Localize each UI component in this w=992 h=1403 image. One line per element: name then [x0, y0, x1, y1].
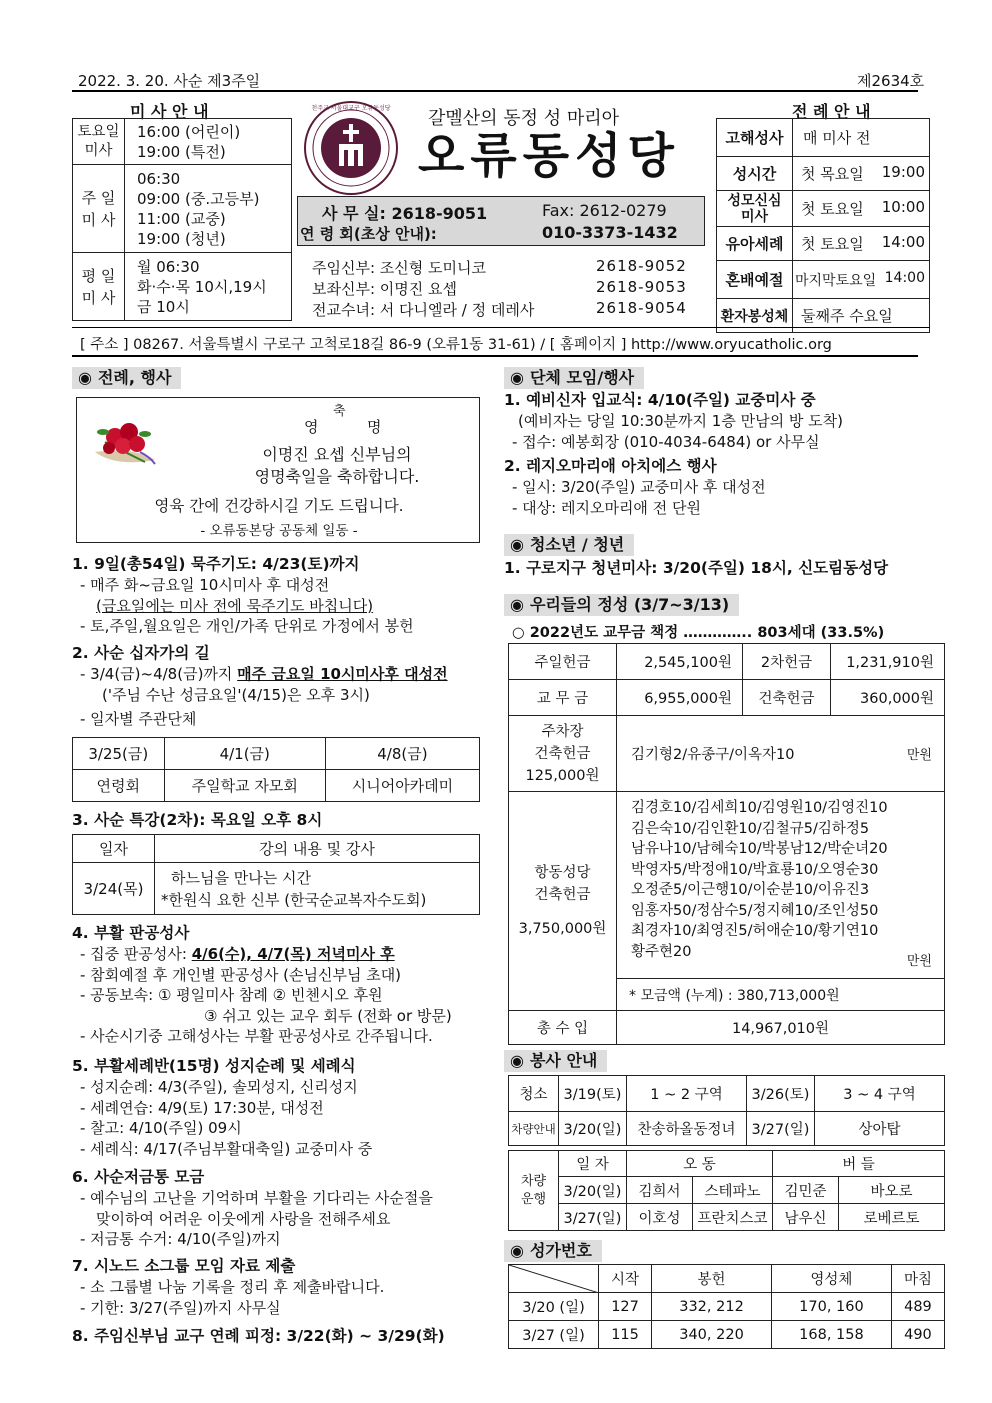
table-header: 일 자	[559, 1151, 627, 1177]
mass-title: 미 사 안 내	[130, 102, 209, 121]
item-line: - 저금통 수거: 4/10(주일)까지	[80, 1230, 281, 1248]
staff-role: 주임신부: 조신형 도미니코	[312, 259, 486, 277]
item-line: - 찰고: 4/10(주일) 09시	[80, 1119, 242, 1137]
staff-phone: 2618-9053	[596, 278, 687, 296]
table-cell: 차량 운행	[509, 1151, 559, 1231]
congrats-char-1: 축	[333, 404, 346, 419]
table-cell: 항동성당 건축헌금 3,750,000원	[509, 792, 617, 1011]
table-cell: 3/27(일)	[747, 1112, 815, 1146]
table-cell: 교 무 금	[509, 680, 617, 716]
table-cell: 3/20(일)	[559, 1177, 627, 1204]
mass-times: 월 06:30 화·수·목 10시,19시 금 10시	[125, 253, 292, 321]
rite-label: 환자봉성체	[717, 299, 793, 333]
council-label: 연 령 회(초상 안내):	[300, 225, 437, 243]
table-cell: 주차장 건축헌금 125,000원	[509, 716, 617, 792]
staff-row	[312, 278, 702, 299]
table-cell: 340, 220	[652, 1321, 772, 1349]
rite-label: 고해성사	[717, 119, 793, 157]
table-cell: 3 ~ 4 구역	[815, 1076, 945, 1112]
table-cell: 김경호10/김세희10/김영원10/김영진10 김은숙10/김인환10/김철규5/김하정5 남유나10/남혜숙10/박봉남12/박순녀20 박영자5/박정애10/박효룡10/오영순30 오정준5/이근행10/이순분10/이유진3 임홍자50/정삼수5/정지혜10/조인성50 최경자10/최영진5/허애순10/황기연10 황주현20 만원	[617, 792, 945, 979]
rite-value: 둘째주 수요일	[793, 299, 930, 333]
table-header: 봉헌	[652, 1265, 772, 1293]
item-lent-bank	[72, 1167, 492, 1250]
mass-label: 토요일 미사	[73, 119, 125, 165]
table-cell: 3/27 (일)	[509, 1321, 599, 1349]
table-cell: 남우신	[773, 1204, 839, 1231]
table-cell: 2,545,100원	[617, 644, 743, 680]
table-cell: 3/25(금)	[73, 738, 165, 770]
table-cell: 찬송하올동정녀	[627, 1112, 747, 1146]
table-cell: 연령회	[73, 770, 165, 802]
item-line: - 사순시기중 고해성사는 부활 판공성사로 간주됩니다.	[80, 1027, 433, 1045]
section-youth: ◉ 청소년 / 청년	[504, 534, 634, 556]
congrats-line1: 이명진 요셉 신부님의	[262, 445, 412, 464]
item-line: - 기한: 3/27(주일)까지 사무실	[80, 1298, 281, 1317]
table-header: 일자	[73, 835, 155, 863]
table-cell: 14,967,010원	[617, 1011, 945, 1045]
address-line: [ 주소 ] 08267. 서울특별시 구로구 고척로18길 86-9 (오류1동 31-61) / [ 홈페이지 ] http://www.oryucatholic.org	[80, 337, 832, 353]
table-header: 마침	[891, 1265, 944, 1293]
table-cell: 김민준	[773, 1177, 839, 1204]
office-phone: 사 무 실: 2618-9051	[322, 204, 488, 223]
groups-content	[504, 390, 934, 518]
staff-phone: 2618-9052	[596, 257, 687, 275]
table-cell: 3/19(토)	[559, 1076, 627, 1112]
table-cell: 168, 158	[771, 1321, 891, 1349]
item-line: - 세례연습: 4/9(토) 17:30분, 대성전	[80, 1098, 324, 1117]
item-line: - 집중 판공성사: 4/6(수), 4/7(목) 저녁미사 후	[80, 945, 395, 963]
item-line: - 공동보속: ① 평일미사 참례 ② 빈첸시오 후원	[80, 986, 383, 1004]
table-cell: 3/20 (일)	[509, 1293, 599, 1321]
table-cell: 489	[891, 1293, 944, 1321]
table-cell: 3/24(목)	[73, 863, 155, 915]
item-rosary	[72, 554, 492, 637]
table-cell: 청소	[509, 1076, 559, 1112]
section-hymns: ◉ 성가번호	[504, 1240, 602, 1262]
lecture-table	[72, 834, 480, 915]
staff-phone: 2618-9054	[596, 299, 687, 317]
item-stations	[72, 643, 492, 730]
item-title: 4. 부활 판공성사	[72, 924, 190, 942]
table-cell: 490	[891, 1321, 944, 1349]
item-title: 2. 레지오마리애 아치에스 행사	[504, 457, 717, 475]
item-synod	[72, 1256, 492, 1318]
table-cell: 3/27(일)	[559, 1204, 627, 1231]
item-confession	[72, 923, 492, 1047]
table-cell: 3/26(토)	[747, 1076, 815, 1112]
table-cell: 하느님을 만나는 시간 *한원식 요한 신부 (한국순교복자수도회)	[155, 863, 480, 915]
issue-date: 2022. 3. 20. 사순 제3주일	[78, 72, 261, 90]
office-fax: Fax: 2612-0279	[542, 201, 667, 220]
mass-times: 16:00 (어린이) 19:00 (특전)	[125, 119, 292, 165]
congrats-line2: 영명축일을 축하합니다.	[254, 467, 420, 486]
mass-times: 06:30 09:00 (중.고등부) 11:00 (교중) 19:00 (청년)	[125, 165, 292, 253]
table-cell: 4/1(금)	[164, 738, 325, 770]
section-service: ◉ 봉사 안내	[504, 1050, 607, 1072]
car-service-table	[508, 1150, 945, 1231]
item-line: - 대상: 레지오마리애 전 단원	[512, 498, 701, 517]
rose-bouquet-icon	[85, 412, 165, 472]
congrats-line3: 영육 간에 건강하시길 기도 드립니다.	[154, 497, 404, 515]
table-cell: 4/8(금)	[325, 738, 479, 770]
item-line: - 참회예절 후 개인별 판공성사 (손님신부님 초대)	[80, 965, 402, 984]
table-cell: 시니어아카데미	[325, 770, 479, 802]
seal-text: 천주교 서울대교구 오류동성당	[311, 105, 391, 112]
item-line: - 토,주일,월요일은 개인/가족 단위로 가정에서 봉헌	[80, 617, 414, 635]
table-cell: 주일학교 자모회	[164, 770, 325, 802]
table-cell: 차량안내	[509, 1112, 559, 1146]
youth-item: 1. 구로지구 청년미사: 3/20(주일) 18시, 신도림동성당	[504, 559, 889, 577]
table-cell: 총 수 입	[509, 1011, 617, 1045]
item-lecture-title: 3. 사순 특강(2차): 목요일 오후 8시	[72, 811, 323, 829]
section-groups: ◉ 단체 모임/행사	[504, 367, 644, 389]
council-phone: 010-3373-1432	[542, 223, 678, 242]
staff-row	[312, 299, 702, 320]
table-cell: 2차헌금	[743, 644, 831, 680]
offering-summary: ○ 2022년도 교무금 책정 ………….. 803세대 (33.5%)	[512, 625, 885, 641]
table-header: 오 동	[627, 1151, 773, 1177]
rite-title: 전 례 안 내	[792, 102, 871, 121]
item-line: - 일자별 주관단체	[80, 710, 197, 728]
parish-name: 오류동성당	[418, 128, 680, 184]
table-cell: 360,000원	[831, 680, 945, 716]
table-cell: 상아탑	[815, 1112, 945, 1146]
offering-table	[508, 643, 945, 1045]
item-title: 1. 예비신자 입교식: 4/10(주일) 교중미사 중	[504, 391, 816, 409]
item-line: 맞이하여 어려운 이웃에게 사랑을 전해주세요	[96, 1209, 391, 1228]
table-cell: 6,955,000원	[617, 680, 743, 716]
item-title: 5. 부활세례반(15명) 성지순례 및 세례식	[72, 1057, 356, 1075]
rite-value: 첫 토요일 10:00	[793, 191, 930, 227]
item-retreat: 8. 주임신부님 교구 연례 피정: 3/22(화) ~ 3/29(화)	[72, 1327, 445, 1345]
office-box	[297, 196, 705, 246]
rite-label: 유아세례	[717, 227, 793, 261]
rite-value: 마지막토요일 14:00	[793, 261, 930, 299]
table-cell: 3/20(일)	[559, 1112, 627, 1146]
item-line: - 소 그룹별 나눔 기록을 정리 후 제출바랍니다.	[80, 1278, 385, 1296]
parish-subtitle: 갈멜산의 동정 성 마리아	[428, 108, 620, 129]
section-offering: ◉ 우리들의 정성 (3/7~3/13)	[504, 594, 739, 616]
table-cell: 115	[599, 1321, 652, 1349]
table-cell: 170, 160	[771, 1293, 891, 1321]
table-header: 버 들	[773, 1151, 945, 1177]
service-table	[508, 1075, 945, 1146]
item-baptism	[72, 1056, 492, 1159]
staff-list	[312, 257, 702, 320]
hymns-table	[508, 1264, 945, 1349]
item-line: - 접수: 예봉회장 (010-4034-6484) or 사무실	[512, 432, 820, 451]
table-cell: 김희서	[627, 1177, 693, 1204]
item-title: 1. 9일(총54일) 묵주기도: 4/23(토)까지	[72, 555, 360, 573]
mass-label: 주 일 미 사	[73, 165, 125, 253]
rite-table	[716, 118, 930, 333]
table-cell: 건축헌금	[743, 680, 831, 716]
table-cell: 332, 212	[652, 1293, 772, 1321]
rite-label: 혼배예절	[717, 261, 793, 299]
rite-value: 첫 토요일 14:00	[793, 227, 930, 261]
table-cell: 1 ~ 2 구역	[627, 1076, 747, 1112]
table-cell: 스테파노	[693, 1177, 773, 1204]
table-cell: 프란치스코	[693, 1204, 773, 1231]
mass-label: 평 일 미 사	[73, 253, 125, 321]
item-line: - 성지순례: 4/3(주일), 솔뫼성지, 신리성지	[80, 1078, 358, 1096]
table-cell: 김기형2/유종구/이옥자10 만원	[617, 716, 945, 792]
staff-role: 보좌신부: 이명진 요셉	[312, 280, 458, 298]
table-header: 시작	[599, 1265, 652, 1293]
table-header: 영성체	[771, 1265, 891, 1293]
item-line: - 일시: 3/20(주일) 교중미사 후 대성전	[512, 478, 766, 496]
table-cell: 로베르토	[839, 1204, 945, 1231]
item-title: 7. 시노드 소그룹 모임 자료 제출	[72, 1257, 296, 1275]
parish-seal-logo	[303, 100, 399, 196]
table-cell: 이호성	[627, 1204, 693, 1231]
section-liturgy-events: ◉ 전례, 행사	[72, 367, 181, 389]
issue-number: 제2634호	[857, 72, 925, 90]
item-line: ('주님 수난 성금요일'(4/15)은 오후 3시)	[102, 685, 370, 704]
table-cell: * 모금액 (누계) : 380,713,000원	[617, 979, 945, 1011]
mass-schedule-table	[72, 118, 292, 321]
table-cell: 127	[599, 1293, 652, 1321]
item-line: (예비자는 당일 10:30분까지 1층 만남의 방 도착)	[518, 412, 843, 430]
staff-role: 전교수녀: 서 다니엘라 / 정 데레사	[312, 301, 535, 319]
item-line: (금요일에는 미사 전에 묵주기도 바칩니다)	[96, 596, 374, 615]
table-cell: 주일헌금	[509, 644, 617, 680]
item-line: ③ 쉬고 있는 교우 회두 (전화 or 방문)	[204, 1006, 452, 1025]
item-title: 6. 사순저금통 모금	[72, 1168, 205, 1186]
table-cell: 바오로	[839, 1177, 945, 1204]
congrats-box	[76, 397, 480, 543]
item-title: 2. 사순 십자가의 길	[72, 644, 210, 662]
congrats-char-3: 명	[367, 418, 382, 436]
rite-label: 성모신심 미사	[717, 191, 793, 227]
table-corner-cell	[509, 1265, 599, 1293]
item-line: - 매주 화~금요일 10시미사 후 대성전	[80, 576, 330, 594]
congrats-line4: - 오류동본당 공동체 일동 -	[200, 523, 358, 539]
table-cell: 1,231,910원	[831, 644, 945, 680]
congrats-char-2: 영	[304, 418, 319, 436]
table-header: 강의 내용 및 강사	[155, 835, 480, 863]
stations-table	[72, 737, 480, 802]
rite-label: 성시간	[717, 157, 793, 191]
item-line: - 3/4(금)~4/8(금)까지 매주 금요일 10시미사후 대성전	[80, 665, 448, 683]
staff-row	[312, 257, 702, 278]
rite-value: 첫 목요일 19:00	[793, 157, 930, 191]
item-line: - 예수님의 고난을 기억하며 부활을 기다리는 사순절을	[80, 1189, 433, 1207]
item-line: - 세례식: 4/17(주님부활대축일) 교중미사 중	[80, 1139, 373, 1158]
rite-value: 매 미사 전	[793, 119, 930, 157]
